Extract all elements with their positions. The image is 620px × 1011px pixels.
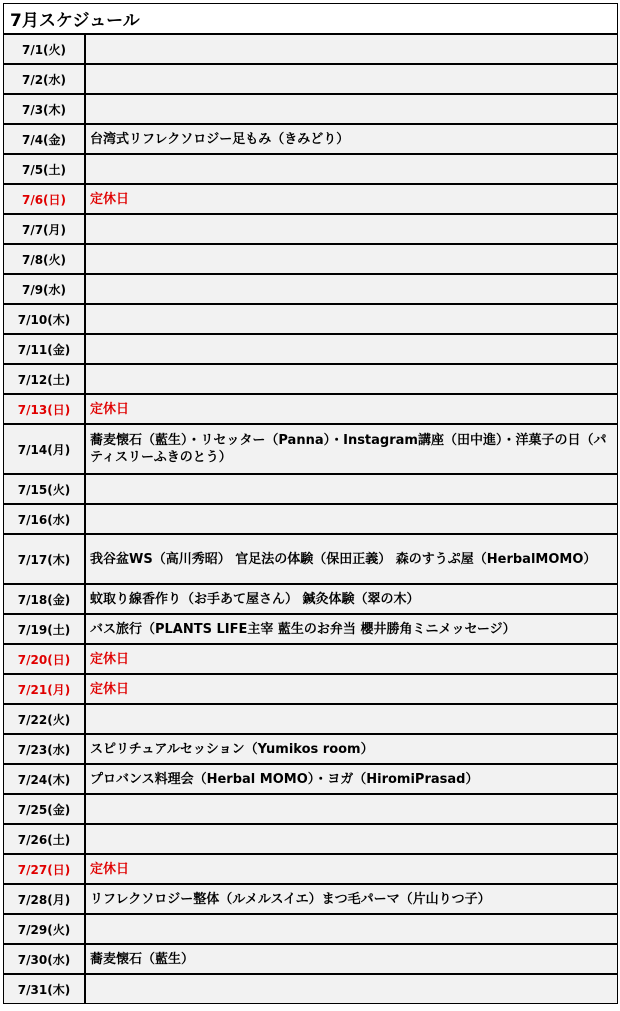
date-cell: 7/26(土) <box>4 825 86 853</box>
schedule-row <box>4 645 617 675</box>
date-cell: 7/12(土) <box>4 365 86 393</box>
event-cell <box>86 305 617 333</box>
schedule-table <box>3 3 618 1004</box>
event-cell <box>86 215 617 243</box>
schedule-row <box>4 125 617 155</box>
date-cell: 7/22(火) <box>4 705 86 733</box>
closed-day-cell: 定休日 <box>86 185 617 213</box>
date-cell: 7/20(日) <box>4 645 86 673</box>
date-cell: 7/9(水) <box>4 275 86 303</box>
event-cell <box>86 95 617 123</box>
schedule-row <box>4 535 617 585</box>
closed-day-cell: 定休日 <box>86 645 617 673</box>
date-cell: 7/23(水) <box>4 735 86 763</box>
event-cell <box>86 275 617 303</box>
date-cell: 7/8(火) <box>4 245 86 273</box>
schedule-row <box>4 505 617 535</box>
date-cell: 7/25(金) <box>4 795 86 823</box>
event-cell <box>86 35 617 63</box>
event-cell <box>86 65 617 93</box>
closed-day-cell: 定休日 <box>86 855 617 883</box>
date-cell: 7/21(月) <box>4 675 86 703</box>
schedule-row <box>4 735 617 765</box>
date-cell: 7/14(月) <box>4 425 86 473</box>
event-cell <box>86 705 617 733</box>
date-cell: 7/6(日) <box>4 185 86 213</box>
date-cell: 7/11(金) <box>4 335 86 363</box>
schedule-row <box>4 365 617 395</box>
schedule-row <box>4 95 617 125</box>
date-cell: 7/7(月) <box>4 215 86 243</box>
event-cell <box>86 245 617 273</box>
date-cell: 7/4(金) <box>4 125 86 153</box>
schedule-rows <box>4 35 617 1003</box>
schedule-row <box>4 475 617 505</box>
date-cell: 7/16(水) <box>4 505 86 533</box>
schedule-row <box>4 305 617 335</box>
closed-day-cell: 定休日 <box>86 395 617 423</box>
date-cell: 7/30(水) <box>4 945 86 973</box>
schedule-row <box>4 675 617 705</box>
event-cell: プロバンス料理会（Herbal MOMO）・ヨガ（HiromiPrasad） <box>86 765 617 793</box>
schedule-row <box>4 155 617 185</box>
schedule-row <box>4 275 617 305</box>
schedule-row <box>4 885 617 915</box>
schedule-row <box>4 945 617 975</box>
schedule-title: 7月スケジュール <box>4 4 617 35</box>
event-cell <box>86 915 617 943</box>
schedule-row <box>4 65 617 95</box>
schedule-row <box>4 395 617 425</box>
schedule-row <box>4 855 617 885</box>
event-cell <box>86 975 617 1003</box>
event-cell: 台湾式リフレクソロジー足もみ（きみどり） <box>86 125 617 153</box>
schedule-row <box>4 425 617 475</box>
date-cell: 7/5(土) <box>4 155 86 183</box>
date-cell: 7/29(火) <box>4 915 86 943</box>
event-cell: 蕎麦懐石（藍生） <box>86 945 617 973</box>
date-cell: 7/18(金) <box>4 585 86 613</box>
event-cell: 我谷盆WS（高川秀昭） 官足法の体験（保田正義） 森のすうぷ屋（HerbalMOMO） <box>86 535 617 583</box>
schedule-row <box>4 615 617 645</box>
event-cell <box>86 335 617 363</box>
date-cell: 7/15(火) <box>4 475 86 503</box>
date-cell: 7/24(木) <box>4 765 86 793</box>
event-cell <box>86 475 617 503</box>
date-cell: 7/31(木) <box>4 975 86 1003</box>
event-cell: バス旅行（PLANTS LIFE主宰 藍生のお弁当 櫻井勝角ミニメッセージ） <box>86 615 617 643</box>
event-cell <box>86 825 617 853</box>
event-cell: スピリチュアルセッション（Yumikos room） <box>86 735 617 763</box>
schedule-row <box>4 825 617 855</box>
schedule-row <box>4 975 617 1003</box>
schedule-row <box>4 215 617 245</box>
schedule-row <box>4 335 617 365</box>
schedule-row <box>4 795 617 825</box>
event-cell <box>86 155 617 183</box>
event-cell: リフレクソロジー整体（ルメルスイエ）まつ毛パーマ（片山りつ子） <box>86 885 617 913</box>
event-cell: 蚊取り線香作り（お手あて屋さん） 鍼灸体験（翠の木） <box>86 585 617 613</box>
schedule-row <box>4 185 617 215</box>
schedule-row <box>4 915 617 945</box>
event-cell <box>86 365 617 393</box>
date-cell: 7/2(水) <box>4 65 86 93</box>
date-cell: 7/27(日) <box>4 855 86 883</box>
date-cell: 7/19(土) <box>4 615 86 643</box>
date-cell: 7/1(火) <box>4 35 86 63</box>
date-cell: 7/17(木) <box>4 535 86 583</box>
event-cell: 蕎麦懐石（藍生）・リセッター（Panna）・Instagram講座（田中進）・洋菓子の日（パティスリーふきのとう） <box>86 425 617 473</box>
date-cell: 7/28(月) <box>4 885 86 913</box>
closed-day-cell: 定休日 <box>86 675 617 703</box>
schedule-row <box>4 245 617 275</box>
date-cell: 7/10(木) <box>4 305 86 333</box>
schedule-row <box>4 705 617 735</box>
date-cell: 7/13(日) <box>4 395 86 423</box>
event-cell <box>86 505 617 533</box>
date-cell: 7/3(木) <box>4 95 86 123</box>
schedule-row <box>4 35 617 65</box>
event-cell <box>86 795 617 823</box>
schedule-row <box>4 585 617 615</box>
schedule-row <box>4 765 617 795</box>
